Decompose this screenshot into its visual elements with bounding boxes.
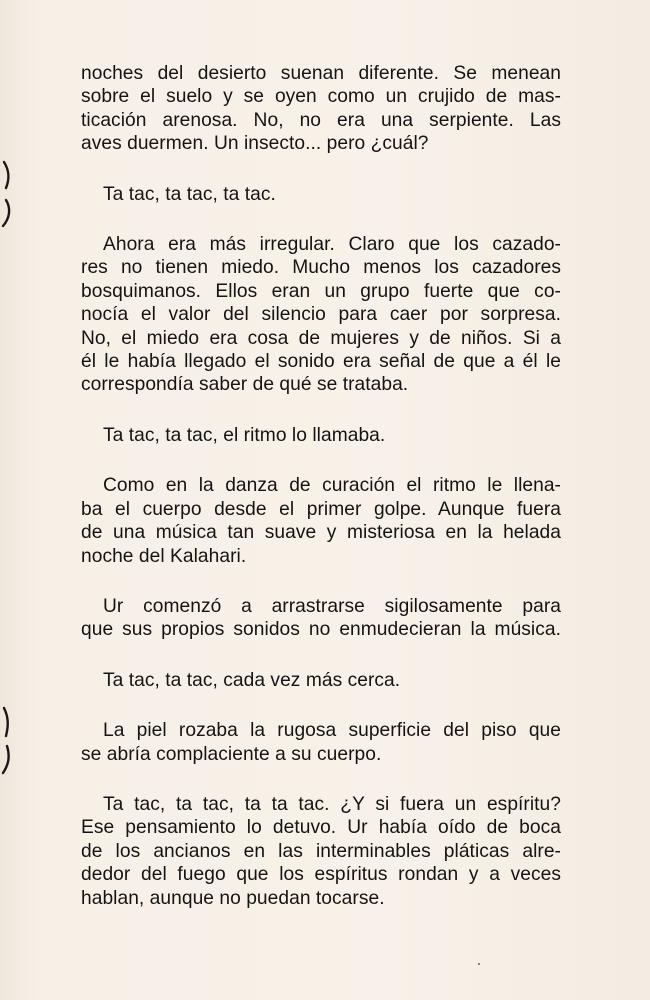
text-line: res no tienen miedo. Mucho menos los cazadores <box>81 257 561 279</box>
text-line: ba el cuerpo desde el primer golpe. Aunque fuera <box>81 498 561 520</box>
binding-mark-upper <box>0 160 16 230</box>
text-line: nocía el valor del silencio para caer por sorpresa. <box>81 304 561 326</box>
text-line: Ta tac, ta tac, ta ta tac. ¿Y si fuera un espíritu? <box>103 793 561 815</box>
paragraph <box>81 424 561 447</box>
text-line: que sus propios sonidos no enmudecieran la música. <box>81 619 561 641</box>
paragraph <box>81 62 561 156</box>
text-line: bosquimanos. Ellos eran un grupo fuerte que co- <box>81 280 561 302</box>
text-line: se abría complaciente a su cuerpo. <box>81 743 382 765</box>
text-line: de los ancianos en las interminables pláticas alre- <box>81 840 561 862</box>
paragraph <box>81 793 561 910</box>
paragraph <box>81 183 561 206</box>
text-line: correspondía saber de qué se trataba. <box>81 374 409 396</box>
text-line: Ta tac, ta tac, ta tac. <box>103 183 276 205</box>
text-line: hablan, aunque no puedan tocarse. <box>81 887 385 909</box>
text-line: La piel rozaba la rugosa superficie del piso que <box>103 720 561 742</box>
text-line: Ta tac, ta tac, cada vez más cerca. <box>103 669 401 691</box>
text-line: sobre el suelo y se oyen como un crujido de mas- <box>81 86 561 108</box>
text-line: Ur comenzó a arrastrarse sigilosamente para <box>103 595 561 617</box>
text-line: Ese pensamiento lo detuvo. Ur había oído de boca <box>81 817 561 839</box>
text-line: No, el miedo era cosa de mujeres y de niños. Si a <box>81 327 561 349</box>
paragraph <box>81 595 561 642</box>
paragraph <box>81 474 561 568</box>
body-text <box>81 62 561 937</box>
text-line: Como en la danza de curación el ritmo le llena- <box>103 475 561 497</box>
text-line: dedor del fuego que los espíritus rondan y a veces <box>81 864 561 886</box>
paragraph <box>81 233 561 397</box>
text-line: ticación arenosa. No, no era una serpiente. Las <box>81 109 561 131</box>
text-line: Ahora era más irregular. Claro que los cazado- <box>103 234 561 256</box>
text-line: de una música tan suave y misteriosa en la helada <box>81 522 561 544</box>
paragraph <box>81 719 561 766</box>
text-line: él le había llegado el sonido era señal de que a él le <box>81 351 561 373</box>
paragraph <box>81 669 561 692</box>
binding-mark-lower <box>0 706 16 776</box>
text-line: Ta tac, ta tac, el ritmo lo llamaba. <box>103 424 386 446</box>
paper-speck <box>478 963 480 965</box>
text-line: noches del desierto suenan diferente. Se menean <box>81 63 561 84</box>
text-line: aves duermen. Un insecto... pero ¿cuál? <box>81 133 429 155</box>
text-line: noche del Kalahari. <box>81 545 247 567</box>
